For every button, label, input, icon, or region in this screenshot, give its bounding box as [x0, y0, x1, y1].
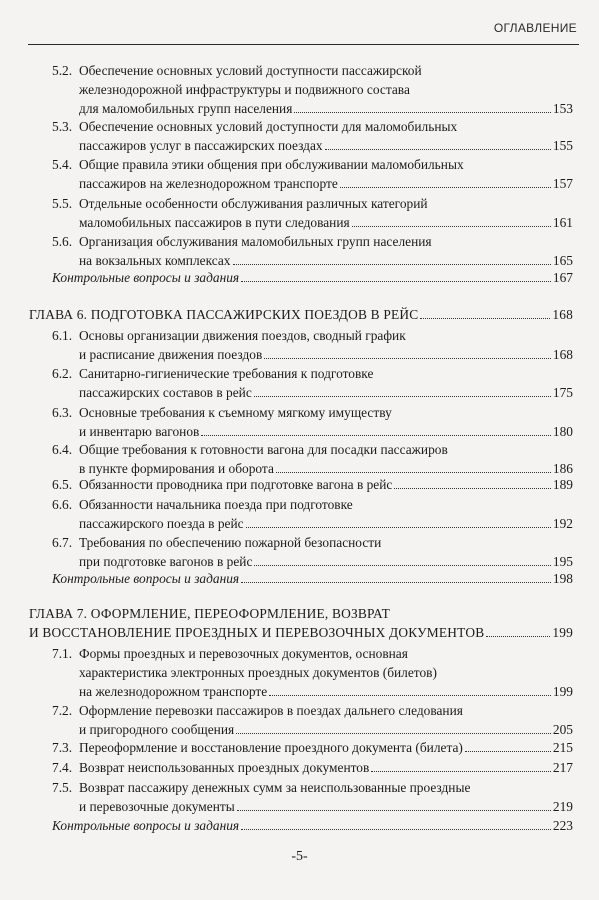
- entry-page-number: 153: [552, 101, 573, 116]
- entry-page-number: 223: [552, 818, 573, 833]
- entry-title-line: пассажирских составов в рейс: [79, 385, 252, 400]
- running-header-title: ОГЛАВЛЕНИЕ: [493, 21, 577, 35]
- entry-title-line: характеристика электронных проездных документов (билетов): [79, 665, 437, 680]
- entry-page-number: 161: [552, 215, 573, 230]
- dot-leader: [254, 564, 551, 566]
- section-number: 7.3.: [52, 740, 73, 755]
- section-number: 6.4.: [52, 442, 73, 457]
- entry-page-number: 199: [552, 684, 573, 699]
- entry-title-line: при подготовке вагонов в рейс: [79, 554, 253, 569]
- dot-leader: [241, 581, 551, 583]
- entry-title-line: Формы проездных и перевозочных документов, основная: [79, 646, 408, 661]
- dot-leader: [465, 750, 551, 752]
- section-number: 6.6.: [52, 497, 73, 512]
- dot-leader: [269, 694, 551, 696]
- entry-page-number: 192: [552, 516, 573, 531]
- entry-title-line: Переоформление и восстановление проездного документа (билета): [79, 740, 463, 755]
- entry-page-number: 168: [552, 347, 573, 362]
- entry-page-number: 157: [552, 176, 573, 191]
- entry-title-line: Общие правила этики общения при обслуживании маломобильных: [79, 157, 464, 172]
- dot-leader: [394, 487, 551, 489]
- entry-title-line: ГЛАВА 7. ОФОРМЛЕНИЕ, ПЕРЕОФОРМЛЕНИЕ, ВОЗВРАТ: [29, 606, 391, 621]
- dot-leader: [201, 434, 551, 436]
- dot-leader: [236, 732, 551, 734]
- entry-page-number: 186: [552, 461, 573, 476]
- entry-title-line: Требования по обеспечению пожарной безопасности: [79, 535, 382, 550]
- entry-title-line: железнодорожной инфраструктуры и подвижного состава: [79, 82, 410, 97]
- dot-leader: [276, 471, 551, 473]
- entry-title-line: пассажирского поезда в рейс: [79, 516, 244, 531]
- section-number: 5.2.: [52, 63, 73, 78]
- entry-title-line: И ВОССТАНОВЛЕНИЕ ПРОЕЗДНЫХ И ПЕРЕВОЗОЧНЫХ ДОКУМЕНТОВ: [29, 625, 485, 640]
- section-number: 6.3.: [52, 405, 73, 420]
- entry-title-line: в пункте формирования и оборота: [79, 461, 274, 476]
- entry-title-line: и перевозочные документы: [79, 799, 235, 814]
- dot-leader: [254, 395, 551, 397]
- section-number: 7.1.: [52, 646, 73, 661]
- entry-title-line: Организация обслуживания маломобильных групп населения: [79, 234, 432, 249]
- entry-title-line: Обеспечение основных условий доступности пассажирской: [79, 63, 422, 78]
- section-number: 7.2.: [52, 703, 73, 718]
- entry-title-line: Обязанности проводника при подготовке вагона в рейс: [79, 477, 393, 492]
- section-number: 5.5.: [52, 196, 73, 211]
- entry-page-number: 189: [552, 477, 573, 492]
- entry-title-line: Отдельные особенности обслуживания различных категорий: [79, 196, 428, 211]
- entry-page-number: 198: [552, 571, 573, 586]
- entry-title-line: Обеспечение основных условий доступности для маломобильных: [79, 119, 458, 134]
- entry-title-line: и расписание движения поездов: [79, 347, 263, 362]
- dot-leader: [233, 263, 551, 265]
- entry-page-number: 219: [552, 799, 573, 814]
- entry-title-line: Обязанности начальника поезда при подготовке: [79, 497, 353, 512]
- section-number: 6.7.: [52, 535, 73, 550]
- entry-title-line: маломобильных пассажиров в пути следования: [79, 215, 350, 230]
- entry-title-line: Контрольные вопросы и задания: [52, 818, 240, 833]
- entry-title-line: для маломобильных групп населения: [79, 101, 293, 116]
- section-number: 7.5.: [52, 780, 73, 795]
- entry-page-number: 205: [552, 722, 573, 737]
- dot-leader: [264, 357, 551, 359]
- entry-title-line: Основные требования к съемному мягкому имуществу: [79, 405, 392, 420]
- entry-title-line: и инвентарю вагонов: [79, 424, 200, 439]
- dot-leader: [241, 280, 551, 282]
- section-number: 6.2.: [52, 366, 73, 381]
- entry-title-line: и пригородного сообщения: [79, 722, 235, 737]
- dot-leader: [237, 809, 551, 811]
- dot-leader: [294, 111, 551, 113]
- entry-title-line: на вокзальных комплексах: [79, 253, 231, 268]
- dot-leader: [371, 770, 551, 772]
- section-number: 5.6.: [52, 234, 73, 249]
- entry-page-number: 217: [552, 760, 573, 775]
- entry-page-number: 167: [552, 270, 573, 285]
- entry-title-line: Контрольные вопросы и задания: [52, 571, 240, 586]
- dot-leader: [241, 828, 551, 830]
- entry-page-number: 215: [552, 740, 573, 755]
- section-number: 6.5.: [52, 477, 73, 492]
- entry-page-number: 195: [552, 554, 573, 569]
- entry-page-number: 155: [552, 138, 573, 153]
- entry-page-number: 168: [552, 307, 573, 322]
- dot-leader: [325, 148, 551, 150]
- entry-page-number: 165: [552, 253, 573, 268]
- entry-title-line: Основы организации движения поездов, сводный график: [79, 328, 406, 343]
- dot-leader: [340, 186, 551, 188]
- section-number: 5.3.: [52, 119, 73, 134]
- dot-leader: [246, 526, 551, 528]
- section-number: 5.4.: [52, 157, 73, 172]
- dot-leader: [352, 225, 551, 227]
- page-number: -5-: [291, 849, 308, 864]
- entry-title-line: Контрольные вопросы и задания: [52, 270, 240, 285]
- entry-title-line: Оформление перевозки пассажиров в поездах дальнего следования: [79, 703, 463, 718]
- entry-title-line: пассажиров на железнодорожном транспорте: [79, 176, 338, 191]
- dot-leader: [420, 317, 550, 319]
- section-number: 6.1.: [52, 328, 73, 343]
- entry-page-number: 180: [552, 424, 573, 439]
- entry-title-line: Возврат неиспользованных проездных документов: [79, 760, 370, 775]
- dot-leader: [486, 635, 550, 637]
- section-number: 7.4.: [52, 760, 73, 775]
- entry-title-line: Санитарно-гигиенические требования к подготовке: [79, 366, 374, 381]
- entry-title-line: пассажиров услуг в пассажирских поездах: [79, 138, 323, 153]
- entry-page-number: 175: [552, 385, 573, 400]
- entry-title-line: ГЛАВА 6. ПОДГОТОВКА ПАССАЖИРСКИХ ПОЕЗДОВ В РЕЙС: [29, 307, 419, 322]
- entry-page-number: 199: [552, 625, 573, 640]
- entry-title-line: Общие требования к готовности вагона для посадки пассажиров: [79, 442, 448, 457]
- entry-title-line: на железнодорожном транспорте: [79, 684, 268, 699]
- entry-title-line: Возврат пассажиру денежных сумм за неиспользованные проездные: [79, 780, 471, 795]
